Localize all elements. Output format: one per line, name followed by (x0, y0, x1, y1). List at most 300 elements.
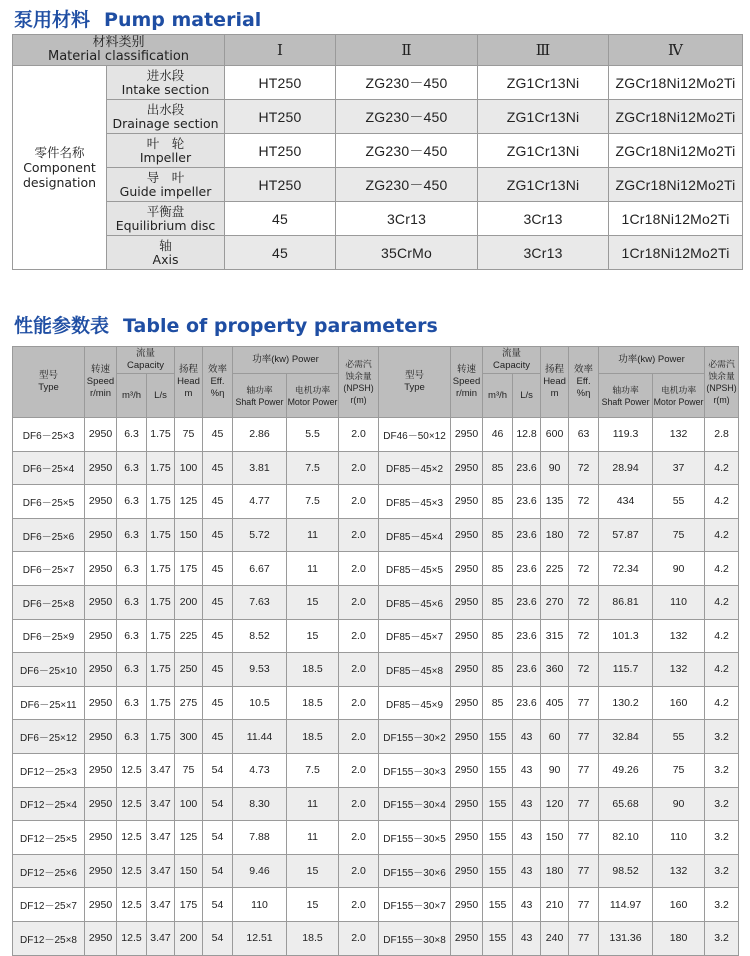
capacity-header: 流量 Capacity (117, 347, 175, 374)
material-value: ZG230－450 (336, 168, 478, 202)
right-shaft-power-cell: 119.3 (599, 418, 653, 452)
part-name-en: Axis (152, 251, 179, 267)
right-motor-power-cell: 132 (653, 854, 705, 888)
right-npsh-cell: 4.2 (705, 518, 739, 552)
left-capacity-m3h-cell: 6.3 (117, 485, 147, 519)
left-capacity-m3h-cell: 6.3 (117, 451, 147, 485)
left-shaft-power-cell: 7.88 (233, 821, 287, 855)
material-value: 45 (225, 202, 336, 236)
left-shaft-power-cell: 2.86 (233, 418, 287, 452)
left-shaft-power-cell: 10.5 (233, 686, 287, 720)
right-npsh-cell: 4.2 (705, 585, 739, 619)
right-head-cell: 150 (541, 821, 569, 855)
right-shaft-power-cell: 434 (599, 485, 653, 519)
table-row (13, 753, 739, 787)
left-speed-cell: 2950 (85, 485, 117, 519)
right-npsh-cell: 4.2 (705, 653, 739, 687)
left-shaft-power-cell: 12.51 (233, 921, 287, 955)
right-type-cell: DF155－30×8 (379, 921, 451, 955)
left-capacity-ls-cell: 1.75 (147, 451, 175, 485)
material-value: ZG1Cr13Ni (478, 66, 609, 100)
component-label-line: designation (22, 175, 97, 190)
right-speed-cell: 2950 (451, 821, 483, 855)
head-header-en: Head (177, 376, 200, 387)
material-value: 3Cr13 (478, 202, 609, 236)
right-motor-power-cell: 75 (653, 753, 705, 787)
right-npsh-cell: 2.8 (705, 418, 739, 452)
left-efficiency-cell: 45 (203, 552, 233, 586)
material-table (12, 34, 743, 270)
right-shaft-power-cell: 49.26 (599, 753, 653, 787)
right-capacity-ls-cell: 23.6 (513, 451, 541, 485)
efficiency-header-en: Eff. (576, 376, 591, 387)
left-type-cell: DF12－25×6 (13, 854, 85, 888)
left-motor-power-cell: 15 (287, 585, 339, 619)
right-capacity-m3h-cell: 85 (483, 653, 513, 687)
right-motor-power-cell: 180 (653, 921, 705, 955)
left-head-cell: 125 (175, 821, 203, 855)
power-header: 功率(kw) Power (599, 347, 705, 374)
left-motor-power-cell: 18.5 (287, 653, 339, 687)
right-motor-power-cell: 132 (653, 619, 705, 653)
material-value: 45 (225, 236, 336, 270)
left-type-cell: DF6－25×4 (13, 451, 85, 485)
right-shaft-power-cell: 72.34 (599, 552, 653, 586)
left-npsh-cell: 2.0 (339, 585, 379, 619)
left-motor-power-cell: 7.5 (287, 753, 339, 787)
right-motor-power-cell: 75 (653, 518, 705, 552)
left-capacity-ls-cell: 1.75 (147, 619, 175, 653)
efficiency-header (203, 347, 233, 418)
table-row (13, 418, 739, 452)
right-efficiency-cell: 77 (569, 821, 599, 855)
part-name (107, 134, 225, 168)
left-efficiency-cell: 45 (203, 720, 233, 754)
left-motor-power-cell: 15 (287, 854, 339, 888)
material-value: 35CrMo (336, 236, 478, 270)
left-speed-cell: 2950 (85, 585, 117, 619)
left-efficiency-cell: 45 (203, 585, 233, 619)
left-capacity-ls-cell: 1.75 (147, 686, 175, 720)
left-type-cell: DF6－25×9 (13, 619, 85, 653)
left-npsh-cell: 2.0 (339, 921, 379, 955)
right-speed-cell: 2950 (451, 418, 483, 452)
right-capacity-m3h-cell: 155 (483, 720, 513, 754)
left-capacity-m3h-cell: 12.5 (117, 921, 147, 955)
right-type-cell: DF155－30×4 (379, 787, 451, 821)
material-value: HT250 (225, 168, 336, 202)
table-row (13, 451, 739, 485)
material-title-en: Pump material (104, 9, 262, 31)
right-shaft-power-cell: 32.84 (599, 720, 653, 754)
right-head-cell: 405 (541, 686, 569, 720)
right-speed-cell: 2950 (451, 552, 483, 586)
right-efficiency-cell: 72 (569, 619, 599, 653)
right-npsh-cell: 4.2 (705, 686, 739, 720)
left-npsh-cell: 2.0 (339, 552, 379, 586)
material-row (13, 236, 743, 270)
left-motor-power-cell: 7.5 (287, 485, 339, 519)
right-shaft-power-cell: 115.7 (599, 653, 653, 687)
right-capacity-m3h-cell: 155 (483, 787, 513, 821)
motor-power-cn: 电机功率 (660, 384, 697, 395)
right-type-cell: DF155－30×2 (379, 720, 451, 754)
right-npsh-cell: 4.2 (705, 451, 739, 485)
part-name-cn: 导 叶 (146, 169, 185, 185)
right-speed-cell: 2950 (451, 888, 483, 922)
material-value: ZGCr18Ni12Mo2Ti (609, 168, 743, 202)
right-type-cell: DF85－45×4 (379, 518, 451, 552)
shaft-power-cn: 轴功率 (246, 384, 273, 395)
right-efficiency-cell: 72 (569, 485, 599, 519)
left-head-cell: 250 (175, 653, 203, 687)
table-row (13, 888, 739, 922)
speed-unit: r/min (455, 388, 478, 399)
right-head-cell: 270 (541, 585, 569, 619)
left-capacity-m3h-cell: 12.5 (117, 821, 147, 855)
right-capacity-m3h-cell: 155 (483, 888, 513, 922)
part-name (107, 100, 225, 134)
right-capacity-ls-cell: 43 (513, 753, 541, 787)
left-shaft-power-cell: 4.73 (233, 753, 287, 787)
right-head-cell: 135 (541, 485, 569, 519)
right-shaft-power-cell: 130.2 (599, 686, 653, 720)
material-value: ZG230－450 (336, 134, 478, 168)
capacity-unit-m3h: m³/h (117, 374, 147, 418)
motor-power-cn: 电机功率 (294, 384, 331, 395)
material-value: ZG230－450 (336, 66, 478, 100)
table-row (13, 854, 739, 888)
left-capacity-ls-cell: 1.75 (147, 720, 175, 754)
left-npsh-cell: 2.0 (339, 418, 379, 452)
speed-header-en: Speed (86, 376, 115, 387)
left-head-cell: 275 (175, 686, 203, 720)
right-head-cell: 90 (541, 753, 569, 787)
right-capacity-m3h-cell: 155 (483, 821, 513, 855)
right-head-cell: 225 (541, 552, 569, 586)
left-motor-power-cell: 18.5 (287, 686, 339, 720)
left-capacity-m3h-cell: 12.5 (117, 787, 147, 821)
right-motor-power-cell: 90 (653, 787, 705, 821)
left-type-cell: DF6－25×7 (13, 552, 85, 586)
material-header-en: Material classification (47, 49, 190, 64)
table-row (13, 552, 739, 586)
right-efficiency-cell: 72 (569, 518, 599, 552)
left-type-cell: DF12－25×8 (13, 921, 85, 955)
right-shaft-power-cell: 98.52 (599, 854, 653, 888)
right-motor-power-cell: 37 (653, 451, 705, 485)
right-head-cell: 60 (541, 720, 569, 754)
left-speed-cell: 2950 (85, 787, 117, 821)
part-name-en: Equilibrium disc (115, 217, 216, 233)
right-speed-cell: 2950 (451, 585, 483, 619)
efficiency-header-cn: 效率 (574, 364, 594, 375)
left-speed-cell: 2950 (85, 653, 117, 687)
speed-header (451, 347, 483, 418)
left-motor-power-cell: 11 (287, 821, 339, 855)
material-section-title (14, 5, 261, 32)
left-capacity-ls-cell: 3.47 (147, 821, 175, 855)
right-head-cell: 240 (541, 921, 569, 955)
left-capacity-ls-cell: 1.75 (147, 585, 175, 619)
right-npsh-cell: 4.2 (705, 619, 739, 653)
left-efficiency-cell: 54 (203, 888, 233, 922)
left-capacity-m3h-cell: 6.3 (117, 585, 147, 619)
left-capacity-ls-cell: 3.47 (147, 753, 175, 787)
motor-power-header (287, 374, 339, 418)
left-npsh-cell: 2.0 (339, 753, 379, 787)
right-efficiency-cell: 72 (569, 552, 599, 586)
left-efficiency-cell: 45 (203, 686, 233, 720)
right-capacity-ls-cell: 23.6 (513, 686, 541, 720)
head-header-cn: 扬程 (545, 364, 565, 375)
right-npsh-cell: 3.2 (705, 753, 739, 787)
left-capacity-ls-cell: 1.75 (147, 518, 175, 552)
material-value: 3Cr13 (336, 202, 478, 236)
right-npsh-cell: 3.2 (705, 854, 739, 888)
table-row (13, 787, 739, 821)
npsh-header-en: (NPSH) (343, 383, 374, 393)
grade-header: Ⅰ (225, 35, 336, 66)
material-value: 1Cr18Ni12Mo2Ti (609, 236, 743, 270)
part-name-cn: 平衡盘 (146, 203, 185, 219)
left-speed-cell: 2950 (85, 686, 117, 720)
type-header-cn: 型号 (38, 370, 58, 381)
material-value: HT250 (225, 100, 336, 134)
left-npsh-cell: 2.0 (339, 686, 379, 720)
right-capacity-ls-cell: 23.6 (513, 552, 541, 586)
efficiency-unit: %η (210, 388, 225, 399)
left-shaft-power-cell: 6.67 (233, 552, 287, 586)
type-header (13, 347, 85, 418)
left-capacity-m3h-cell: 12.5 (117, 753, 147, 787)
left-npsh-cell: 2.0 (339, 787, 379, 821)
shaft-power-cn: 轴功率 (612, 384, 639, 395)
npsh-header (705, 347, 739, 418)
speed-header (85, 347, 117, 418)
material-header-cn: 材料类别 (92, 35, 145, 50)
right-speed-cell: 2950 (451, 485, 483, 519)
material-value: ZG1Cr13Ni (478, 168, 609, 202)
capacity-unit-ls: L/s (147, 374, 175, 418)
efficiency-header-cn: 效率 (208, 364, 228, 375)
material-row (13, 100, 743, 134)
right-efficiency-cell: 77 (569, 686, 599, 720)
left-npsh-cell: 2.0 (339, 485, 379, 519)
material-row (13, 66, 743, 100)
shaft-power-en: Shaft Power (235, 396, 284, 407)
part-name-cn: 进水段 (146, 67, 185, 83)
left-speed-cell: 2950 (85, 418, 117, 452)
table-row (13, 686, 739, 720)
left-efficiency-cell: 45 (203, 451, 233, 485)
left-capacity-ls-cell: 1.75 (147, 485, 175, 519)
efficiency-header-en: Eff. (210, 376, 225, 387)
right-capacity-ls-cell: 43 (513, 854, 541, 888)
right-capacity-ls-cell: 43 (513, 821, 541, 855)
left-efficiency-cell: 54 (203, 921, 233, 955)
material-value: ZG230－450 (336, 100, 478, 134)
right-npsh-cell: 3.2 (705, 787, 739, 821)
head-header-cn: 扬程 (179, 364, 199, 375)
left-shaft-power-cell: 9.46 (233, 854, 287, 888)
left-npsh-cell: 2.0 (339, 720, 379, 754)
left-capacity-m3h-cell: 6.3 (117, 720, 147, 754)
npsh-unit: r(m) (350, 395, 367, 405)
capacity-header: 流量 Capacity (483, 347, 541, 374)
part-name-cn: 叶 轮 (146, 135, 185, 151)
right-motor-power-cell: 110 (653, 585, 705, 619)
right-head-cell: 90 (541, 451, 569, 485)
table-row (13, 720, 739, 754)
right-efficiency-cell: 72 (569, 653, 599, 687)
left-type-cell: DF6－25×5 (13, 485, 85, 519)
left-efficiency-cell: 54 (203, 787, 233, 821)
left-shaft-power-cell: 8.52 (233, 619, 287, 653)
grade-header: Ⅲ (478, 35, 609, 66)
right-efficiency-cell: 63 (569, 418, 599, 452)
right-efficiency-cell: 77 (569, 921, 599, 955)
left-capacity-ls-cell: 1.75 (147, 552, 175, 586)
head-unit: m (184, 388, 193, 399)
motor-power-en: Motor Power (287, 396, 338, 407)
table-row (13, 653, 739, 687)
right-motor-power-cell: 55 (653, 485, 705, 519)
left-type-cell: DF12－25×4 (13, 787, 85, 821)
right-capacity-ls-cell: 23.6 (513, 585, 541, 619)
right-shaft-power-cell: 86.81 (599, 585, 653, 619)
table-row (13, 518, 739, 552)
right-efficiency-cell: 77 (569, 753, 599, 787)
part-name-cn: 轴 (159, 237, 172, 253)
material-value: HT250 (225, 134, 336, 168)
npsh-header-en: (NPSH) (706, 383, 737, 393)
right-type-cell: DF85－45×6 (379, 585, 451, 619)
right-capacity-ls-cell: 43 (513, 921, 541, 955)
right-motor-power-cell: 110 (653, 821, 705, 855)
left-efficiency-cell: 45 (203, 418, 233, 452)
right-capacity-m3h-cell: 46 (483, 418, 513, 452)
left-motor-power-cell: 15 (287, 619, 339, 653)
shaft-power-header (233, 374, 287, 418)
material-title-cn: 泵用材料 (14, 9, 91, 31)
left-motor-power-cell: 18.5 (287, 921, 339, 955)
head-header (541, 347, 569, 418)
left-head-cell: 100 (175, 787, 203, 821)
right-type-cell: DF85－45×2 (379, 451, 451, 485)
head-unit: m (550, 388, 559, 399)
left-capacity-ls-cell: 3.47 (147, 787, 175, 821)
part-name (107, 202, 225, 236)
power-header: 功率(kw) Power (233, 347, 339, 374)
part-name-en: Drainage section (112, 115, 219, 131)
right-capacity-ls-cell: 12.8 (513, 418, 541, 452)
left-capacity-m3h-cell: 6.3 (117, 518, 147, 552)
right-npsh-cell: 4.2 (705, 552, 739, 586)
right-motor-power-cell: 90 (653, 552, 705, 586)
left-head-cell: 75 (175, 418, 203, 452)
right-capacity-ls-cell: 23.6 (513, 619, 541, 653)
right-shaft-power-cell: 28.94 (599, 451, 653, 485)
material-row (13, 168, 743, 202)
right-head-cell: 210 (541, 888, 569, 922)
table-row (13, 619, 739, 653)
right-npsh-cell: 4.2 (705, 485, 739, 519)
right-speed-cell: 2950 (451, 753, 483, 787)
grade-header: Ⅱ (336, 35, 478, 66)
left-speed-cell: 2950 (85, 451, 117, 485)
right-efficiency-cell: 77 (569, 854, 599, 888)
left-motor-power-cell: 11 (287, 552, 339, 586)
left-shaft-power-cell: 5.72 (233, 518, 287, 552)
left-capacity-ls-cell: 3.47 (147, 921, 175, 955)
right-speed-cell: 2950 (451, 921, 483, 955)
part-name-en: Intake section (121, 81, 210, 97)
right-head-cell: 180 (541, 518, 569, 552)
table-row (13, 821, 739, 855)
component-label-line: 零件名称 (34, 145, 85, 160)
left-capacity-m3h-cell: 6.3 (117, 619, 147, 653)
left-shaft-power-cell: 9.53 (233, 653, 287, 687)
left-efficiency-cell: 54 (203, 854, 233, 888)
performance-table (12, 346, 739, 956)
left-motor-power-cell: 15 (287, 888, 339, 922)
left-type-cell: DF6－25×3 (13, 418, 85, 452)
npsh-header-cn1: 必需汽 (708, 359, 735, 369)
left-capacity-ls-cell: 3.47 (147, 854, 175, 888)
motor-power-header (653, 374, 705, 418)
left-capacity-m3h-cell: 6.3 (117, 552, 147, 586)
left-capacity-m3h-cell: 12.5 (117, 888, 147, 922)
right-head-cell: 315 (541, 619, 569, 653)
shaft-power-header (599, 374, 653, 418)
left-npsh-cell: 2.0 (339, 888, 379, 922)
table-row (13, 585, 739, 619)
left-speed-cell: 2950 (85, 821, 117, 855)
left-speed-cell: 2950 (85, 921, 117, 955)
left-npsh-cell: 2.0 (339, 451, 379, 485)
right-shaft-power-cell: 114.97 (599, 888, 653, 922)
material-value: ZGCr18Ni12Mo2Ti (609, 66, 743, 100)
part-name-cn: 出水段 (146, 101, 185, 117)
right-speed-cell: 2950 (451, 653, 483, 687)
left-speed-cell: 2950 (85, 552, 117, 586)
right-speed-cell: 2950 (451, 854, 483, 888)
left-npsh-cell: 2.0 (339, 854, 379, 888)
component-designation-label (13, 66, 107, 270)
left-capacity-ls-cell: 3.47 (147, 888, 175, 922)
left-type-cell: DF12－25×7 (13, 888, 85, 922)
right-motor-power-cell: 132 (653, 418, 705, 452)
part-name-en: Guide impeller (119, 183, 212, 199)
right-head-cell: 120 (541, 787, 569, 821)
right-type-cell: DF155－30×5 (379, 821, 451, 855)
right-efficiency-cell: 72 (569, 451, 599, 485)
component-label-line: Component (23, 160, 96, 175)
part-name (107, 236, 225, 270)
left-head-cell: 300 (175, 720, 203, 754)
left-head-cell: 125 (175, 485, 203, 519)
efficiency-header (569, 347, 599, 418)
table-row (13, 921, 739, 955)
left-efficiency-cell: 54 (203, 753, 233, 787)
right-capacity-ls-cell: 23.6 (513, 653, 541, 687)
right-motor-power-cell: 160 (653, 686, 705, 720)
performance-section-title (14, 311, 438, 338)
npsh-unit: r(m) (713, 395, 730, 405)
left-efficiency-cell: 45 (203, 518, 233, 552)
left-capacity-m3h-cell: 6.3 (117, 418, 147, 452)
